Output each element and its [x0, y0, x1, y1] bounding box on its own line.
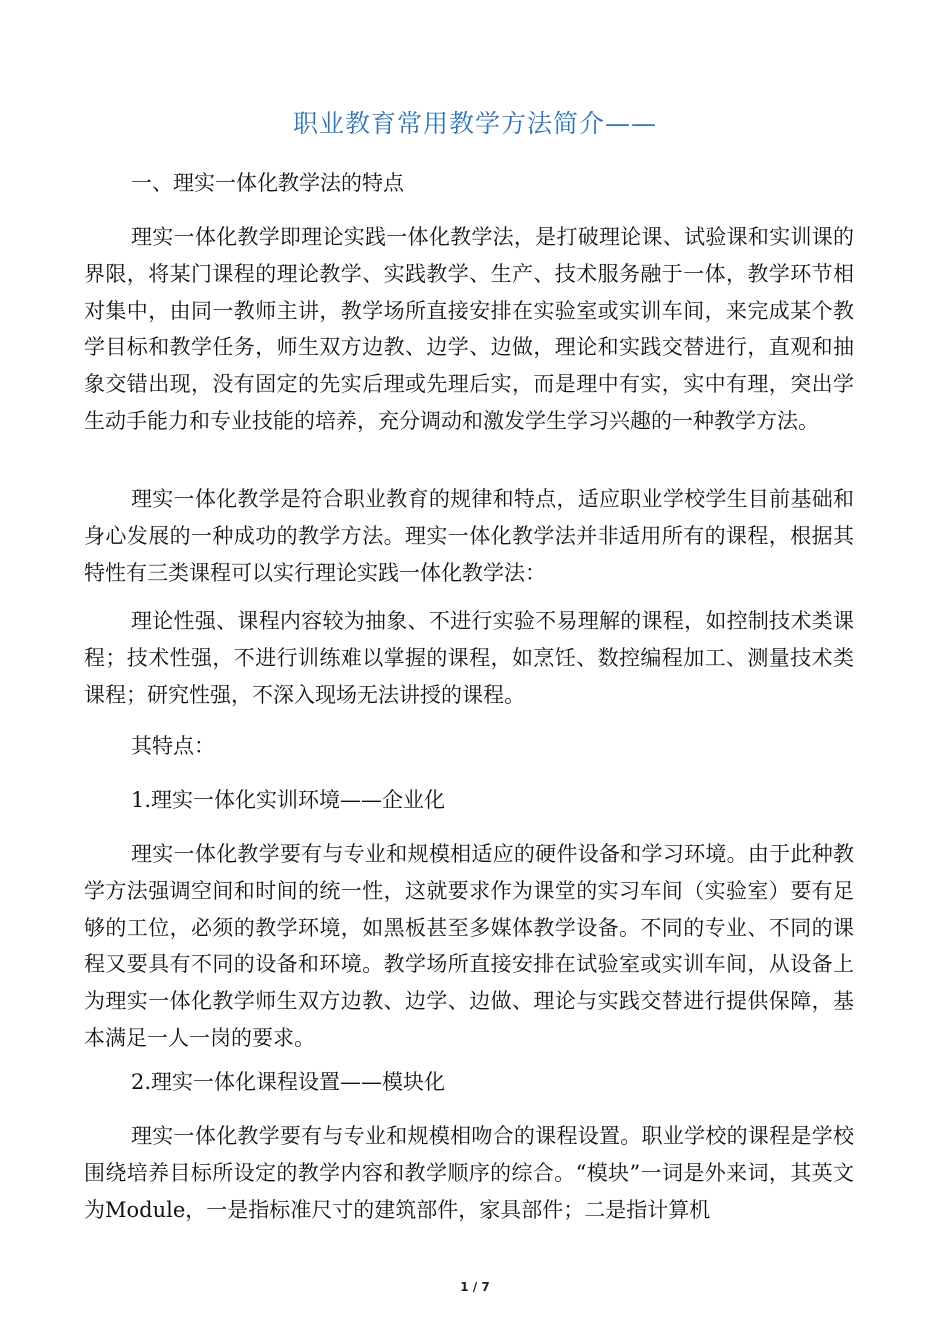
paragraph-suitability: 理实一体化教学是符合职业教育的规律和特点，适应职业学校学生目前基础和身心发展的一种成功的教学方法。理实一体化教学法并非适用所有的课程，根据其特性有三类课程可以实行理论实践一体化教学法： — [84, 487, 854, 585]
page-number: 1 / 7 — [460, 1280, 490, 1294]
subheading-environment: 1.理实一体化实训环境——企业化 — [131, 788, 446, 812]
paragraph-environment: 理实一体化教学要有与专业和规模相适应的硬件设备和学习环境。由于此种教学方法强调空间和时间的统一性，这就要求作为课堂的实习车间（实验室）要有足够的工位，必须的教学环境，如黑板甚至多媒体教学设备。不同的专业、不同的课程又要具有不同的设备和环境。教学场所直接安排在试验室或实训车间，从设备上为理实一体化教学师生双方边教、边学、边做、理论与实践交替进行提供保障，基本满足一人一岗的要求。 — [84, 842, 854, 1050]
paragraph-features-intro: 其特点： — [131, 734, 215, 758]
subheading-curriculum: 2.理实一体化课程设置——模块化 — [131, 1070, 446, 1094]
paragraph-curriculum: 理实一体化教学要有与专业和规模相吻合的课程设置。职业学校的课程是学校围绕培养目标所设定的教学内容和教学顺序的综合。“模块”一词是外来词，其英文为Module，一是指标准尺寸的建筑部件，家具部件；二是指计算机 — [84, 1124, 854, 1222]
paragraph-definition: 理实一体化教学即理论实践一体化教学法，是打破理论课、试验课和实训课的界限，将某门课程的理论教学、实践教学、生产、技术服务融于一体，教学环节相对集中，由同一教师主讲，教学场所直接安排在实验室或实训车间，来完成某个教学目标和教学任务，师生双方边教、边学、边做，理论和实践交替进行，直观和抽象交错出现，没有固定的先实后理或先理后实，而是理中有实，实中有理，突出学生动手能力和专业技能的培养，充分调动和激发学生学习兴趣的一种教学方法。 — [84, 225, 854, 433]
document-title: 职业教育常用教学方法简介—— — [292, 109, 657, 138]
section-heading: 一、理实一体化教学法的特点 — [131, 171, 404, 195]
paragraph-course-types: 理论性强、课程内容较为抽象、不进行实验不易理解的课程，如控制技术类课程；技术性强，不进行训练难以掌握的课程，如烹饪、数控编程加工、测量技术类课程；研究性强，不深入现场无法讲授的课程。 — [84, 609, 854, 707]
